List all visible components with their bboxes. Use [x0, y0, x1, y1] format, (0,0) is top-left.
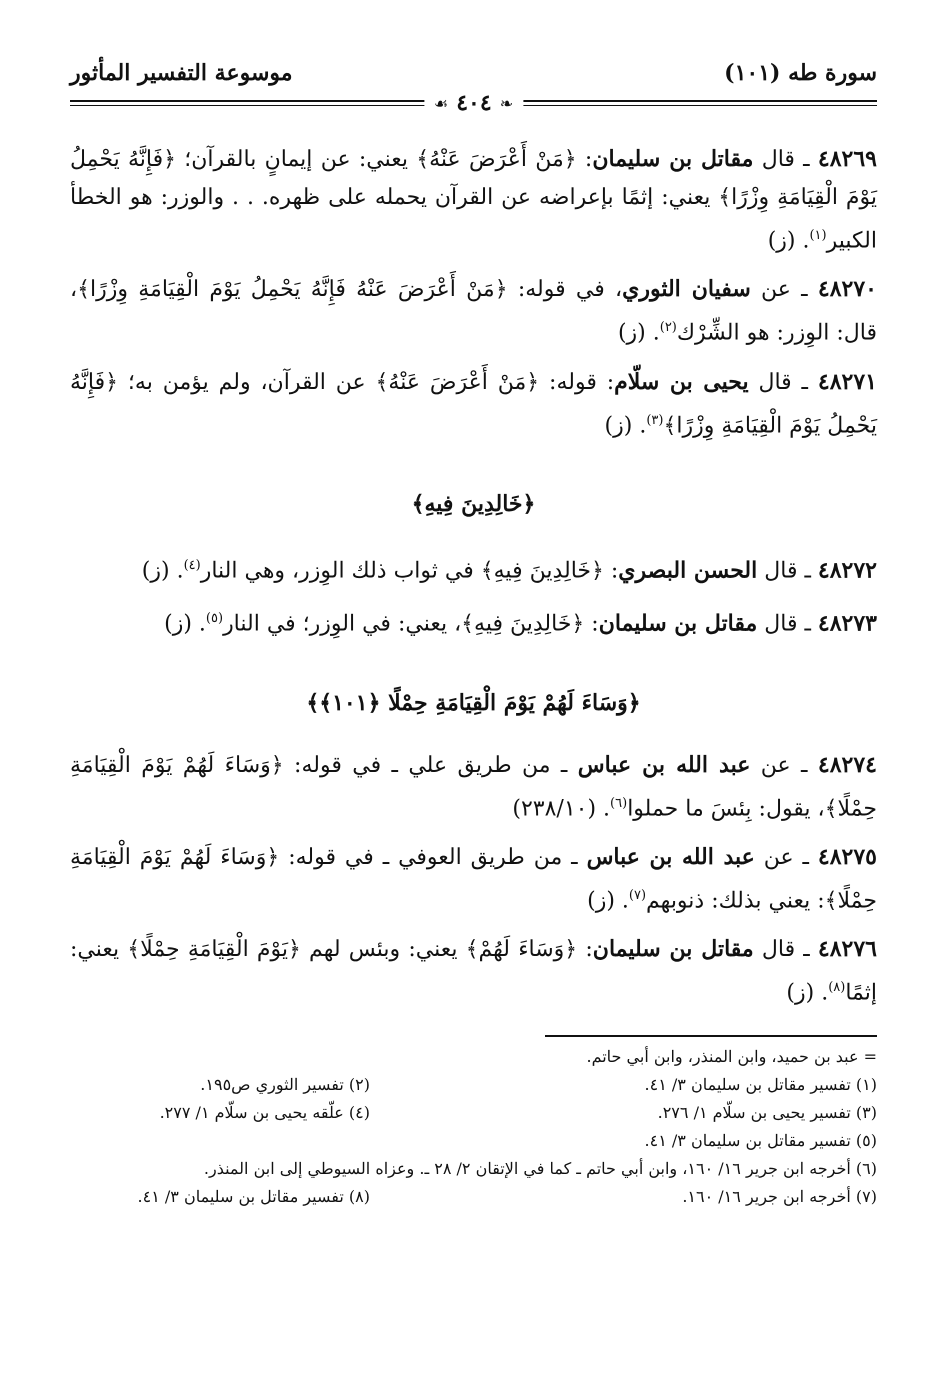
footnote-ref: (١) — [809, 228, 827, 243]
entries-block-2 — [70, 547, 877, 644]
footnote-ref: (٤) — [183, 557, 201, 573]
entry-text: : ﴿خَالِدِينَ فِيهِ﴾ في ثواب ذلك الوِزر، وهي النار — [200, 558, 619, 584]
footnote: (٦) أخرجه ابن جرير ١٦/ ١٦٠، وابن أبي حاتم ـ كما في الإتقان ٢/ ٢٨ ـ. وعزاه السيوطي إلى ابن المنذر. — [203, 1158, 877, 1178]
entry-tail: . (ز) — [767, 228, 810, 254]
entry-prefix: ـ قال — [758, 369, 808, 395]
footnote: (١) تفسير مقاتل بن سليمان ٣/ ٤١. — [644, 1074, 877, 1094]
narrator-name: مقاتل بن سليمان — [598, 610, 758, 637]
entry-number: ٤٨٢٧٣ — [817, 610, 877, 637]
entry-text: ـ من طريق علي ـ في قوله: ﴿وَسَاءَ لَهُمْ يَوْمَ الْقِيَامَةِ حِمْلًا﴾، يقول: بِئسَ ما حملوا — [70, 752, 877, 821]
narrator-name: مقاتل بن سليمان — [592, 936, 754, 963]
entry-tail: . (ز) — [604, 412, 647, 438]
footnote-divider — [545, 1035, 877, 1037]
entry — [70, 363, 877, 445]
entry — [70, 140, 877, 260]
entry-text: : قوله: ﴿مَنْ أَعْرَضَ عَنْهُ﴾ عن القرآن، ولم يؤمن به؛ ﴿فَإِنَّهُ يَحْمِلُ يَوْمَ الْقِيَامَةِ وِزْرًا﴾ — [70, 369, 877, 438]
entry-tail: . (ز) — [617, 320, 660, 346]
entry — [70, 270, 877, 352]
entry — [70, 930, 877, 1012]
entry-tail: . (ز) — [786, 980, 829, 1006]
page-number-box — [424, 90, 523, 116]
book-page — [70, 60, 877, 1336]
narrator-name: عبد الله بن عباس — [577, 751, 751, 778]
footnote-row — [70, 1099, 877, 1127]
footnote: (٤) علّقه يحيى بن سلّام ١/ ٢٧٧. — [159, 1102, 370, 1122]
footnote-row — [70, 1071, 877, 1099]
entry-prefix: ـ عن — [760, 752, 808, 778]
entry — [70, 746, 877, 828]
entry-text: : ﴿مَنْ أَعْرَضَ عَنْهُ﴾ يعني: عن إيمانٍ بالقرآن؛ ﴿فَإِنَّهُ يَحْمِلُ يَوْمَ الْقِيَامَةِ وِزْرًا﴾ يعني: إثمًا بإعراضه عن القرآن يحمله على ظهره. . . والوزر: هو الخطأ الكبير — [70, 147, 877, 254]
footnote-ref: (٣) — [646, 412, 664, 428]
entry-text: : ﴿خَالِدِينَ فِيهِ﴾، يعني: في الوِزر؛ في النار — [223, 611, 599, 637]
ornament-icon: ❧ — [499, 93, 514, 113]
entry-tail: . (٢٣٨/١٠) — [512, 795, 611, 821]
page-number: ٤٠٤ — [456, 90, 492, 116]
footnote: (٨) تفسير مقاتل بن سليمان ٣/ ٤١. — [137, 1186, 370, 1206]
footnote: (٥) تفسير مقاتل بن سليمان ٣/ ٤١. — [644, 1130, 877, 1150]
entry-number: ٤٨٢٧١ — [817, 368, 877, 395]
footnote-ref: (٥) — [205, 611, 224, 627]
entry-tail: . (ز) — [141, 558, 184, 584]
entries-block-3 — [70, 746, 877, 1013]
entry-number: ٤٨٢٧٤ — [817, 751, 877, 778]
entry-number: ٤٨٢٧٠ — [817, 276, 877, 303]
narrator-name: عبد الله بن عباس — [586, 843, 755, 870]
entry-prefix: ـ قال — [764, 558, 811, 584]
entry-tail: . (ز) — [587, 888, 629, 914]
entry-prefix: ـ قال — [764, 611, 811, 637]
entry-text: ـ من طريق العوفي ـ في قوله: ﴿وَسَاءَ لَهُمْ يَوْمَ الْقِيَامَةِ حِمْلًا﴾: يعني بذلك: ذنوبهم — [70, 844, 877, 914]
entries-block-1 — [70, 140, 877, 445]
surah-title: سورة طه (١٠١) — [724, 60, 877, 86]
footnotes — [70, 1043, 877, 1211]
entry-number: ٤٨٢٧٢ — [817, 557, 877, 584]
footnote: (٧) أخرجه ابن جرير ١٦/ ١٦٠. — [682, 1186, 877, 1206]
footnote-ref: (٧) — [628, 887, 647, 903]
entry — [70, 838, 877, 920]
verse-heading: ﴿وَسَاءَ لَهُمْ يَوْمَ الْقِيَامَةِ حِمْلًا ﴿١٠١﴾﴾ — [306, 689, 641, 716]
narrator-name: مقاتل بن سليمان — [592, 146, 754, 172]
entry-prefix: ـ قال — [761, 937, 810, 963]
narrator-name: الحسن البصري — [618, 557, 758, 584]
ornament-icon: ☙ — [433, 93, 449, 113]
footnote: (٣) تفسير يحيى بن سلّام ١/ ٢٧٦. — [657, 1102, 877, 1122]
entry-tail: . (ز) — [164, 611, 206, 637]
page-header — [70, 60, 877, 116]
entry — [70, 547, 877, 590]
narrator-name: سفيان الثوري — [622, 276, 751, 303]
narrator-name: يحيى بن سلّام — [614, 368, 749, 395]
footnote: (٢) تفسير الثوري ص١٩٥. — [200, 1074, 370, 1094]
footnote-ref: (٨) — [828, 980, 846, 996]
book-title: موسوعة التفسير المأثور — [70, 60, 293, 86]
footnote-row — [70, 1183, 877, 1211]
footnote-ref: (٢) — [659, 320, 677, 336]
entry-prefix: ـ قال — [761, 147, 810, 172]
entry-number: ٤٨٢٧٦ — [817, 936, 877, 963]
footnote-ref: (٦) — [610, 795, 628, 811]
entry-text: ، في قوله: ﴿مَنْ أَعْرَضَ عَنْهُ فَإِنَّهُ يَحْمِلُ يَوْمَ الْقِيَامَةِ وِزْرًا﴾، قال: الوِزر: هو الشِّرْك — [70, 277, 877, 346]
entry-prefix: ـ عن — [761, 277, 808, 303]
entry — [70, 600, 877, 643]
entry-number: ٤٨٢٧٥ — [817, 843, 877, 870]
entry-prefix: ـ عن — [763, 844, 809, 870]
footnote-carryover: = عبد بن حميد، وابن المنذر، وابن أبي حاتم. — [586, 1046, 877, 1066]
entry-number: ٤٨٢٦٩ — [817, 146, 877, 172]
verse-heading: ﴿خَالِدِينَ فِيهِ﴾ — [411, 490, 536, 517]
entry-text: : ﴿وَسَاءَ لَهُمْ﴾ يعني: وبئس لهم ﴿يَوْمَ الْقِيَامَةِ حِمْلًا﴾ يعني: إثمًا — [70, 937, 877, 1006]
